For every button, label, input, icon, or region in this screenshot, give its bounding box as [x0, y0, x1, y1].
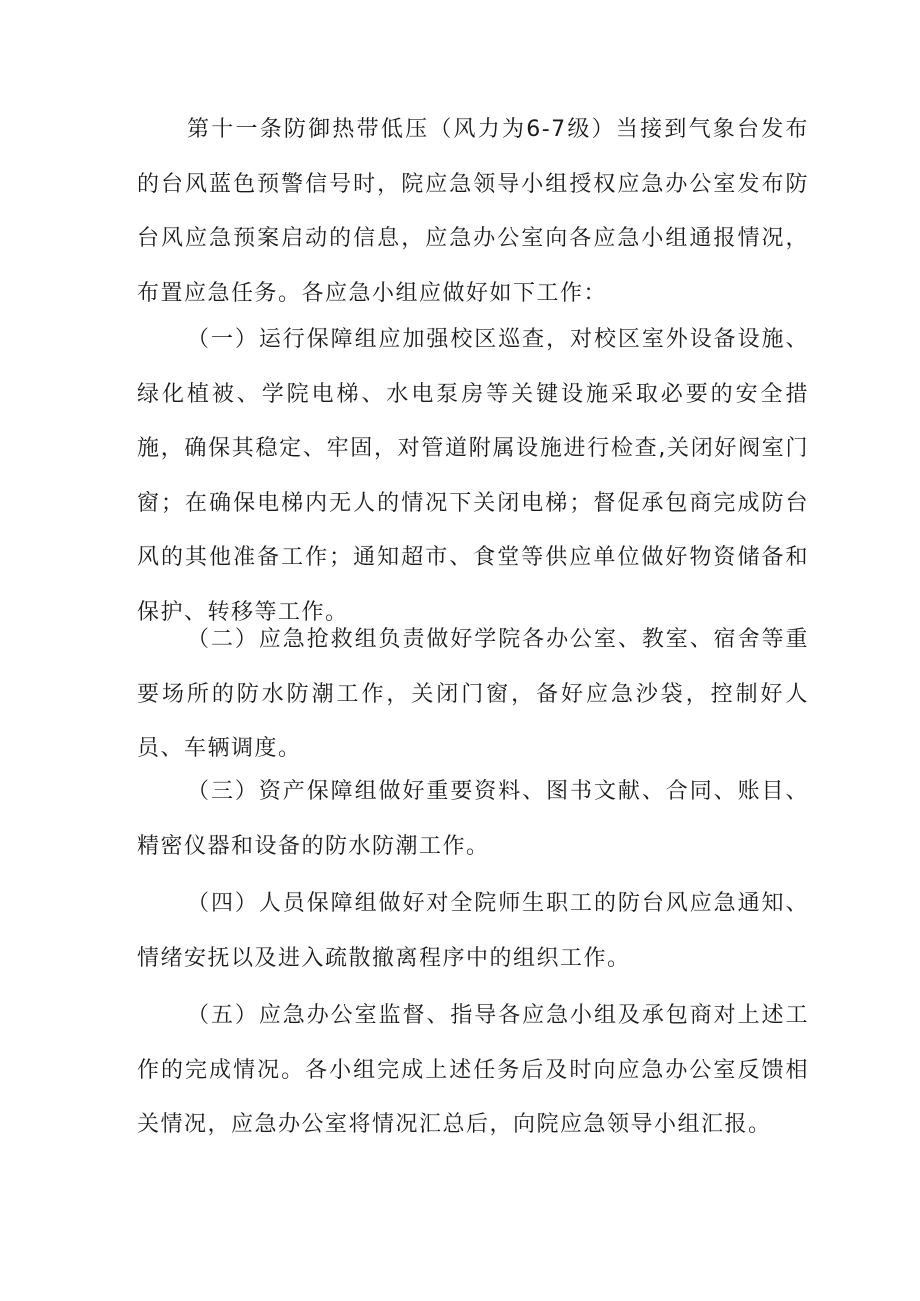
item-5-office-paragraph: （五）应急办公室监督、指导各应急小组及承包商对上述工作的完成情况。各小组完成上述任务后及时向应急办公室反馈相关情况，应急办公室将情况汇总后，向院应急领导小组汇报。	[137, 1003, 809, 1137]
item-4-personnel-paragraph: （四）人员保障组做好对全院师生职工的防台风应急通知、情绪安抚以及进入疏散撤离程序中的组织工作。	[137, 891, 809, 971]
item-1-operations-paragraph: （一）运行保障组应加强校区巡查，对校区室外设备设施、绿化植被、学院电梯、水电泵房等关键设施采取必要的安全措施，确保其稳定、牢固，对管道附属设施进行检查,关闭好阀室门窗；在确保电梯内无人的情况下关闭电梯；督促承包商完成防台风的其他准备工作；通知超市、食堂等供应单位做好物资储备和保护、转移等工作。	[137, 327, 809, 625]
item-2-rescue-paragraph: （二）应急抢救组负责做好学院各办公室、教室、宿舍等重要场所的防水防潮工作，关闭门窗，备好应急沙袋，控制好人员、车辆调度。	[137, 627, 809, 761]
item-3-assets-paragraph: （三）资产保障组做好重要资料、图书文献、合同、账目、精密仪器和设备的防水防潮工作。	[137, 779, 809, 859]
article-11-intro-paragraph: 第十一条防御热带低压（风力为6-7级）当接到气象台发布的台风蓝色预警信号时，院应急领导小组授权应急办公室发布防台风应急预案启动的信息，应急办公室向各应急小组通报情况，布置应急任务。各应急小组应做好如下工作：	[137, 117, 809, 306]
